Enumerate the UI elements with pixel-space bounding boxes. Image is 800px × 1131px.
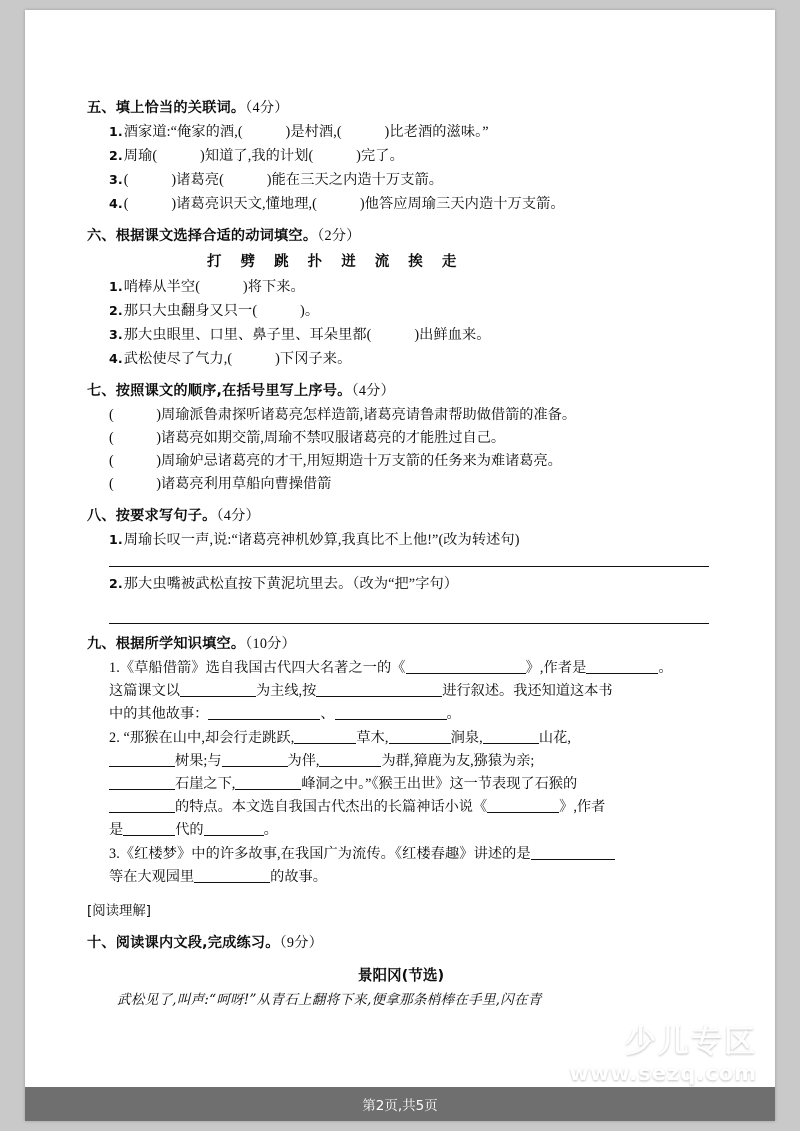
fill-blank[interactable] <box>316 681 442 697</box>
item-text: 哨棒从半空( )将下来。 <box>123 279 305 296</box>
question-item <box>109 300 715 323</box>
exam-page <box>25 10 775 1121</box>
fill-blank[interactable] <box>235 774 301 790</box>
section-7-points: （4分） <box>351 383 395 400</box>
q9-2-part8: 石崖之下, <box>175 776 236 793</box>
question-item <box>109 404 715 427</box>
section-7-title <box>87 380 715 403</box>
q9-2-part10: 的特点。本文选自我国古代杰出的长篇神话小说《 <box>175 799 488 816</box>
section-6-points: （2分） <box>317 228 361 244</box>
item-number: 1. <box>109 532 123 548</box>
item-number: 2. <box>109 576 123 592</box>
item-text: 周瑜( )知道了,我的计划( )完了。 <box>123 148 404 164</box>
q9-1-part6: 进行叙述。我还知道这本书 <box>442 683 613 700</box>
question-item <box>109 169 715 192</box>
fill-blank[interactable] <box>483 728 539 744</box>
item-text: ( )诸葛亮( )能在三天之内造十万支箭。 <box>123 172 444 188</box>
q9-1-part1: 1.《草船借箭》选自我国古代四大名著之一的《 <box>109 660 406 677</box>
fill-blank[interactable] <box>204 820 264 836</box>
question-item-9-2-cont <box>109 750 715 773</box>
watermark-url: www.sezq.com <box>569 1061 757 1085</box>
q9-2-part1: 2. “那猴在山中,却会行走跳跃, <box>109 730 295 747</box>
question-item-9-2-cont4 <box>109 819 715 842</box>
question-item-9-1 <box>109 657 715 680</box>
question-item-9-2-cont3 <box>109 796 715 819</box>
answer-parenthesis[interactable]: ( ) <box>109 476 162 493</box>
q9-1-part7: 中的其他故事： <box>109 706 209 723</box>
fill-blank[interactable] <box>586 658 658 674</box>
item-text: 周瑜派鲁肃探听诸葛亮怎样造箭,诸葛亮请鲁肃帮助做借箭的准备。 <box>161 407 577 424</box>
q9-2-part14: 。 <box>263 822 278 839</box>
item-text: 诸葛亮利用草船向曹操借箭 <box>161 476 332 493</box>
question-item <box>109 573 715 596</box>
question-item <box>109 427 715 450</box>
question-item-9-2-cont2 <box>109 773 715 796</box>
q9-2-part12: 是 <box>109 822 124 839</box>
q9-2-part7: 为群,獐鹿为友,猕猿为亲; <box>381 753 535 770</box>
section-5-heading: 五、填上恰当的关联词。 <box>87 100 246 116</box>
q9-2-part9: 峰洞之中。”《猴王出世》这一节表现了石猴的 <box>301 776 578 793</box>
question-item <box>109 145 715 168</box>
item-number: 3. <box>109 327 123 343</box>
fill-blank[interactable] <box>109 774 175 790</box>
q9-1-part2: 》,作者是 <box>525 660 587 677</box>
item-number: 3. <box>109 172 123 187</box>
q9-3-part3: 的故事。 <box>270 869 327 886</box>
answer-parenthesis[interactable]: ( ) <box>109 407 162 424</box>
item-number: 2. <box>109 148 123 163</box>
question-item-9-3 <box>109 843 715 866</box>
answer-parenthesis[interactable]: ( ) <box>109 453 162 470</box>
answer-line[interactable] <box>109 622 709 624</box>
q9-2-part11: 》,作者 <box>559 799 606 816</box>
fill-blank[interactable] <box>109 751 175 767</box>
page-footer <box>25 1087 775 1121</box>
item-number: 2. <box>109 303 123 319</box>
question-item-9-1-cont <box>109 680 715 703</box>
item-text: 周瑜长叹一声,说:“诸葛亮神机妙算,我真比不上他!”(改为转述句) <box>123 532 520 549</box>
answer-line[interactable] <box>109 565 709 567</box>
q9-2-part6: 为伴, <box>287 753 320 770</box>
q9-1-part9: 。 <box>446 706 461 723</box>
question-item <box>109 276 715 299</box>
fill-blank[interactable] <box>180 681 256 697</box>
question-item-9-2 <box>109 727 715 750</box>
passage-title: 景阳冈(节选) <box>357 967 445 985</box>
fill-blank[interactable] <box>194 867 270 883</box>
section-9-points: （10分） <box>245 636 296 653</box>
section-10-title <box>87 932 715 955</box>
passage-text: 武松见了,叫声:“呵呀!”从青石上翻将下来,便拿那条梢棒在手里,闪在青 <box>117 991 542 1008</box>
watermark-main-text: 少儿专区 <box>625 1023 757 1060</box>
q9-2-part5: 树果;与 <box>175 753 222 770</box>
question-item <box>109 324 715 347</box>
fill-blank[interactable] <box>208 704 320 720</box>
item-text: 那大虫眼里、口里、鼻子里、耳朵里都( )出鲜血来。 <box>123 327 491 344</box>
item-text: 诸葛亮如期交箭,周瑜不禁叹服诸葛亮的才能胜过自己。 <box>161 430 506 447</box>
fill-blank[interactable] <box>319 751 381 767</box>
answer-parenthesis[interactable]: ( ) <box>109 430 162 447</box>
q9-2-part3: 涧泉, <box>450 730 483 747</box>
reading-comprehension-label: [阅读理解] <box>87 904 152 920</box>
question-item <box>109 473 715 496</box>
item-number: 4. <box>109 196 123 211</box>
q9-2-part4: 山花, <box>538 730 572 747</box>
section-5-points: （4分） <box>245 100 289 116</box>
fill-blank[interactable] <box>123 820 175 836</box>
section-5-title <box>87 97 715 120</box>
section-10-points: （9分） <box>279 935 323 952</box>
question-item-9-1-cont2 <box>109 703 715 726</box>
section-8-heading: 八、按要求写句子。 <box>87 508 217 525</box>
item-number: 4. <box>109 351 123 367</box>
fill-blank[interactable] <box>335 704 447 720</box>
item-text: 武松使尽了气力,( )下冈子来。 <box>123 351 352 368</box>
fill-blank[interactable] <box>531 844 615 860</box>
question-item <box>109 348 715 371</box>
question-item <box>109 450 715 473</box>
section-7-heading: 七、按照课文的顺序,在括号里写上序号。 <box>87 383 352 400</box>
fill-blank[interactable] <box>109 797 175 813</box>
page-number: 第2页,共5页 <box>362 1098 438 1114</box>
section-8-title <box>87 505 715 528</box>
fill-blank[interactable] <box>222 751 288 767</box>
fill-blank[interactable] <box>406 658 526 674</box>
section-10-heading: 十、阅读课内文段,完成练习。 <box>87 935 280 952</box>
section-8-points: （4分） <box>216 508 260 525</box>
section-9-heading: 九、根据所学知识填空。 <box>87 636 246 653</box>
question-item <box>109 193 715 216</box>
item-text: 那只大虫翻身又只一( )。 <box>123 303 320 320</box>
q9-2-part2: 草木, <box>356 730 389 747</box>
fill-blank[interactable] <box>487 797 559 813</box>
item-text: 周瑜妒忌诸葛亮的才干,用短期造十万支箭的任务来为难诸葛亮。 <box>161 453 562 470</box>
q9-3-part2: 等在大观园里 <box>109 869 195 886</box>
item-text: ( )诸葛亮识天文,懂地理,( )他答应周瑜三天内造十万支箭。 <box>123 196 565 212</box>
q9-1-part8: 、 <box>320 706 335 723</box>
page-content <box>87 88 715 1012</box>
section-6-heading: 六、根据课文选择合适的动词填空。 <box>87 228 318 244</box>
section-6-title <box>87 225 715 248</box>
item-text: 那大虫嘴被武松直按下黄泥坑里去。（改为“把”字句） <box>123 576 459 593</box>
question-item <box>109 529 715 552</box>
q9-2-part13: 代的 <box>175 822 204 839</box>
question-item-9-3-cont <box>109 866 715 889</box>
question-item <box>109 121 715 144</box>
q9-1-part3: 。 <box>658 660 673 677</box>
fill-blank[interactable] <box>389 728 451 744</box>
q9-1-part5: 为主线,按 <box>255 683 317 700</box>
item-number: 1. <box>109 279 123 295</box>
watermark <box>569 1025 757 1085</box>
section-9-title <box>87 633 715 656</box>
item-number: 1. <box>109 124 123 139</box>
item-text: 酒家道:“俺家的酒,( )是村酒,( )比老酒的滋味。” <box>123 124 489 140</box>
fill-blank[interactable] <box>294 728 356 744</box>
q9-1-part4: 这篇课文以 <box>109 683 180 700</box>
verb-word-bank: 打 劈 跳 扑 迸 流 挨 走 <box>207 254 464 270</box>
q9-3-part1: 3.《红楼梦》中的许多故事,在我国广为流传。《红楼春趣》讲述的是 <box>109 846 531 863</box>
